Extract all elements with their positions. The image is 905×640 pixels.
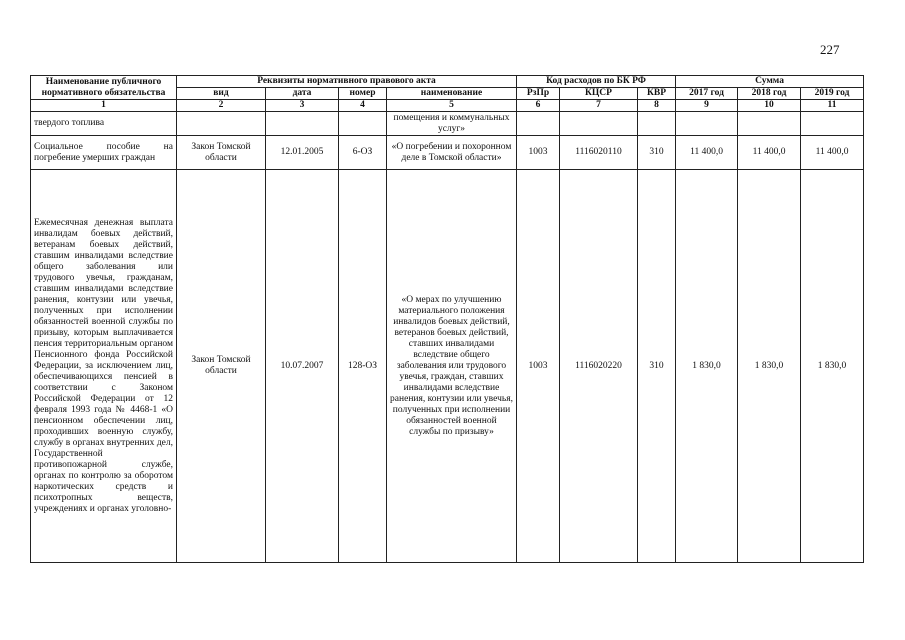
cell-2017: 11 400,0 (676, 136, 738, 170)
header-name: наименование (387, 88, 517, 100)
cell-name: «О погребении и похоронном деле в Томской области» (387, 136, 517, 170)
cell-date: 10.07.2007 (266, 170, 339, 563)
cell-obligation: Ежемесячная денежная выплата инвалидам боевых действий, ветеранам боевых действий, ставшим инвалидами вследствие общего заболевания или трудового увечья, гражданам, ставшим инвалидами вследствие ранения, контузии или увечья, полученных при исполнении обязанностей военной службы по призыву, которым выплачивается пенсия территориальным органом Пенсионного фонда Российской Федерации, за исключением лиц, обеспечивающихся пенсией в соответствии с Законом Российской Федерации от 12 февраля 1993 года № 4468-1 «О пенсионном обеспечении лиц, проходивших военную службу, службу в органах внутренних дел, Государственной противопожарной службе, органах по контролю за оборотом наркотических средств и психотропных веществ, учреждениях и органах уголовно- (31, 170, 177, 563)
header-code-group: Код расходов по БК РФ (517, 76, 676, 88)
cell-kvr: 310 (638, 136, 676, 170)
page-number: 227 (820, 42, 840, 57)
header-2018: 2018 год (738, 88, 801, 100)
column-number: 8 (638, 100, 676, 112)
cell-2018: 1 830,0 (738, 170, 801, 563)
cell-kcsr: 1116020220 (560, 170, 638, 563)
column-number: 4 (339, 100, 387, 112)
header-kvr: КВР (638, 88, 676, 100)
cell-2019 (801, 112, 864, 136)
column-number: 5 (387, 100, 517, 112)
cell-number: 128-ОЗ (339, 170, 387, 563)
column-number: 3 (266, 100, 339, 112)
header-obligation: Наименование публичного нормативного обязательства (31, 76, 177, 100)
cell-number: 6-ОЗ (339, 136, 387, 170)
cell-rzpr (517, 112, 560, 136)
header-row-groups (31, 76, 864, 88)
cell-2018: 11 400,0 (738, 136, 801, 170)
cell-2018 (738, 112, 801, 136)
header-2019: 2019 год (801, 88, 864, 100)
table-row (31, 170, 864, 563)
cell-obligation: твердого топлива (31, 112, 177, 136)
column-numbers-row (31, 100, 864, 112)
header-act-group: Реквизиты нормативного правового акта (177, 76, 517, 88)
column-number: 7 (560, 100, 638, 112)
cell-name: «О мерах по улучшению материального положения инвалидов боевых действий, ветеранов боевых действий, ставших инвалидами вследствие общего заболевания или трудового увечья, граждан, ставших инвалидами вследствие ранения, контузии или увечья, полученных при исполнении обязанностей военной службы по призыву» (387, 170, 517, 563)
cell-name: помещения и коммунальных услуг» (387, 112, 517, 136)
header-2017: 2017 год (676, 88, 738, 100)
cell-rzpr: 1003 (517, 170, 560, 563)
header-date: дата (266, 88, 339, 100)
cell-kvr: 310 (638, 170, 676, 563)
header-kcsr: КЦСР (560, 88, 638, 100)
cell-vid: Закон Томской области (177, 170, 266, 563)
cell-number (339, 112, 387, 136)
column-number: 11 (801, 100, 864, 112)
obligations-table (30, 75, 864, 563)
table-row (31, 136, 864, 170)
cell-2019: 1 830,0 (801, 170, 864, 563)
header-number: номер (339, 88, 387, 100)
cell-kvr (638, 112, 676, 136)
column-number: 1 (31, 100, 177, 112)
table-row (31, 112, 864, 136)
column-number: 10 (738, 100, 801, 112)
cell-2019: 11 400,0 (801, 136, 864, 170)
cell-2017 (676, 112, 738, 136)
column-number: 2 (177, 100, 266, 112)
column-number: 6 (517, 100, 560, 112)
cell-vid (177, 112, 266, 136)
cell-kcsr: 1116020110 (560, 136, 638, 170)
cell-date (266, 112, 339, 136)
cell-date: 12.01.2005 (266, 136, 339, 170)
cell-rzpr: 1003 (517, 136, 560, 170)
cell-2017: 1 830,0 (676, 170, 738, 563)
header-sum-group: Сумма (676, 76, 864, 88)
cell-vid: Закон Томской области (177, 136, 266, 170)
cell-obligation: Социальное пособие на погребение умерших граждан (31, 136, 177, 170)
header-rzpr: РзПр (517, 88, 560, 100)
cell-kcsr (560, 112, 638, 136)
header-vid: вид (177, 88, 266, 100)
column-number: 9 (676, 100, 738, 112)
